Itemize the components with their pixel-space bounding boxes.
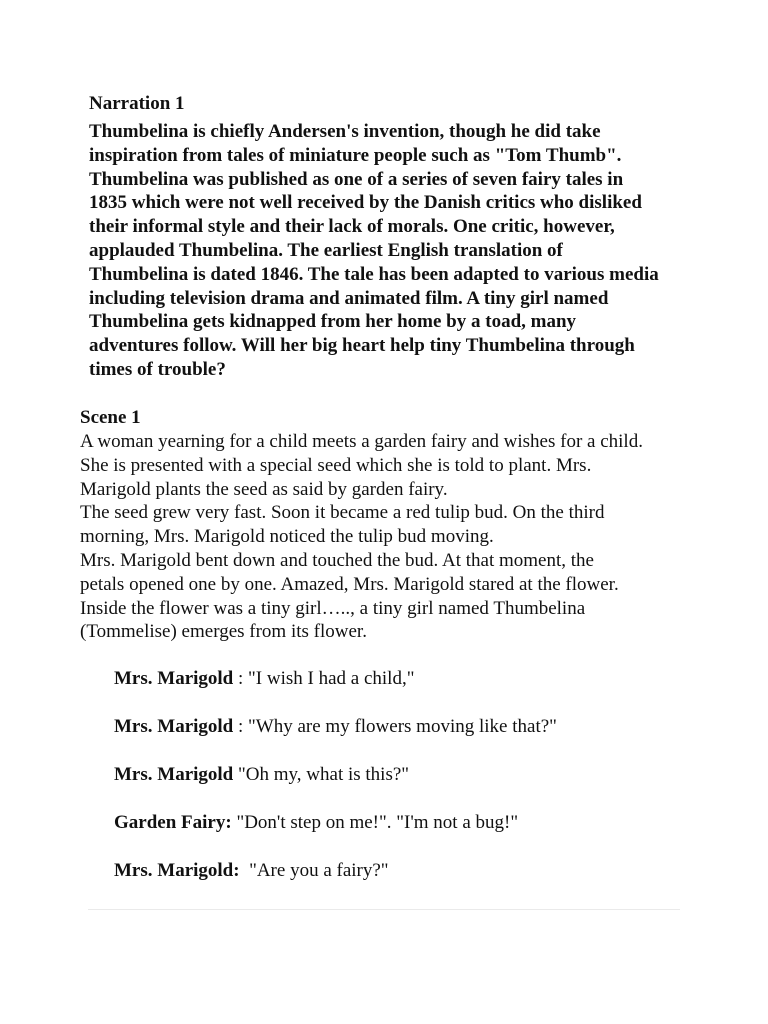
dialogue-line xyxy=(114,666,714,714)
narration-body: Thumbelina is chiefly Andersen's invention, though he did take inspiration from tales of miniature people such as "Tom Thumb". Thumbelina was published as one of a series of seven fairy tales in 1835 which were not well received by the Danish critics who disliked their informal style and their lack of morals. One critic, however, applauded Thumbelina. The earliest English translation of Thumbelina is dated 1846. The tale has been adapted to various media including television drama and animated film. A tiny girl named Thumbelina gets kidnapped from her home by a toad, many adventures follow. Will her big heart help tiny Thumbelina through times of trouble? xyxy=(89,121,659,380)
dialogue-line xyxy=(114,810,714,858)
page-divider xyxy=(88,909,680,910)
dialogue-text: "Are you a fairy?" xyxy=(239,860,389,881)
dialogue-line xyxy=(114,858,714,906)
dialogue-line xyxy=(114,762,714,810)
narration-heading: Narration 1 xyxy=(89,93,185,114)
dialogue-text: "Don't step on me!". "I'm not a bug!" xyxy=(231,812,519,833)
speaker-name: Mrs. Marigold xyxy=(114,764,234,785)
scene-paragraph: A woman yearning for a child meets a garden fairy and wishes for a child. She is presented with a special seed which she is told to plant. Mrs. Marigold plants the seed as said by garden fairy. xyxy=(80,431,643,500)
dialogue-list xyxy=(114,666,714,906)
scene-section xyxy=(80,406,720,644)
dialogue-text: "Oh my, what is this?" xyxy=(233,764,410,785)
scene-paragraph: The seed grew very fast. Soon it became a red tulip bud. On the third morning, Mrs. Marigold noticed the tulip bud moving. xyxy=(80,502,605,548)
speaker-name: Mrs. Marigold xyxy=(114,716,234,737)
speaker-name: Mrs. Marigold xyxy=(114,668,234,689)
narration-section xyxy=(89,92,709,382)
dialogue-text: : "Why are my flowers moving like that?" xyxy=(233,716,557,737)
dialogue-line xyxy=(114,714,714,762)
scene-heading: Scene 1 xyxy=(80,407,141,428)
speaker-name: Garden Fairy: xyxy=(114,812,232,833)
speaker-name: Mrs. Marigold: xyxy=(114,860,240,881)
scene-paragraph: Mrs. Marigold bent down and touched the bud. At that moment, the petals opened one by one. Amazed, Mrs. Marigold stared at the flower. Inside the flower was a tiny girl….., a tiny girl named Thumbelina (Tommelise) emerges from its flower. xyxy=(80,549,619,643)
dialogue-text: : "I wish I had a child," xyxy=(233,668,415,689)
